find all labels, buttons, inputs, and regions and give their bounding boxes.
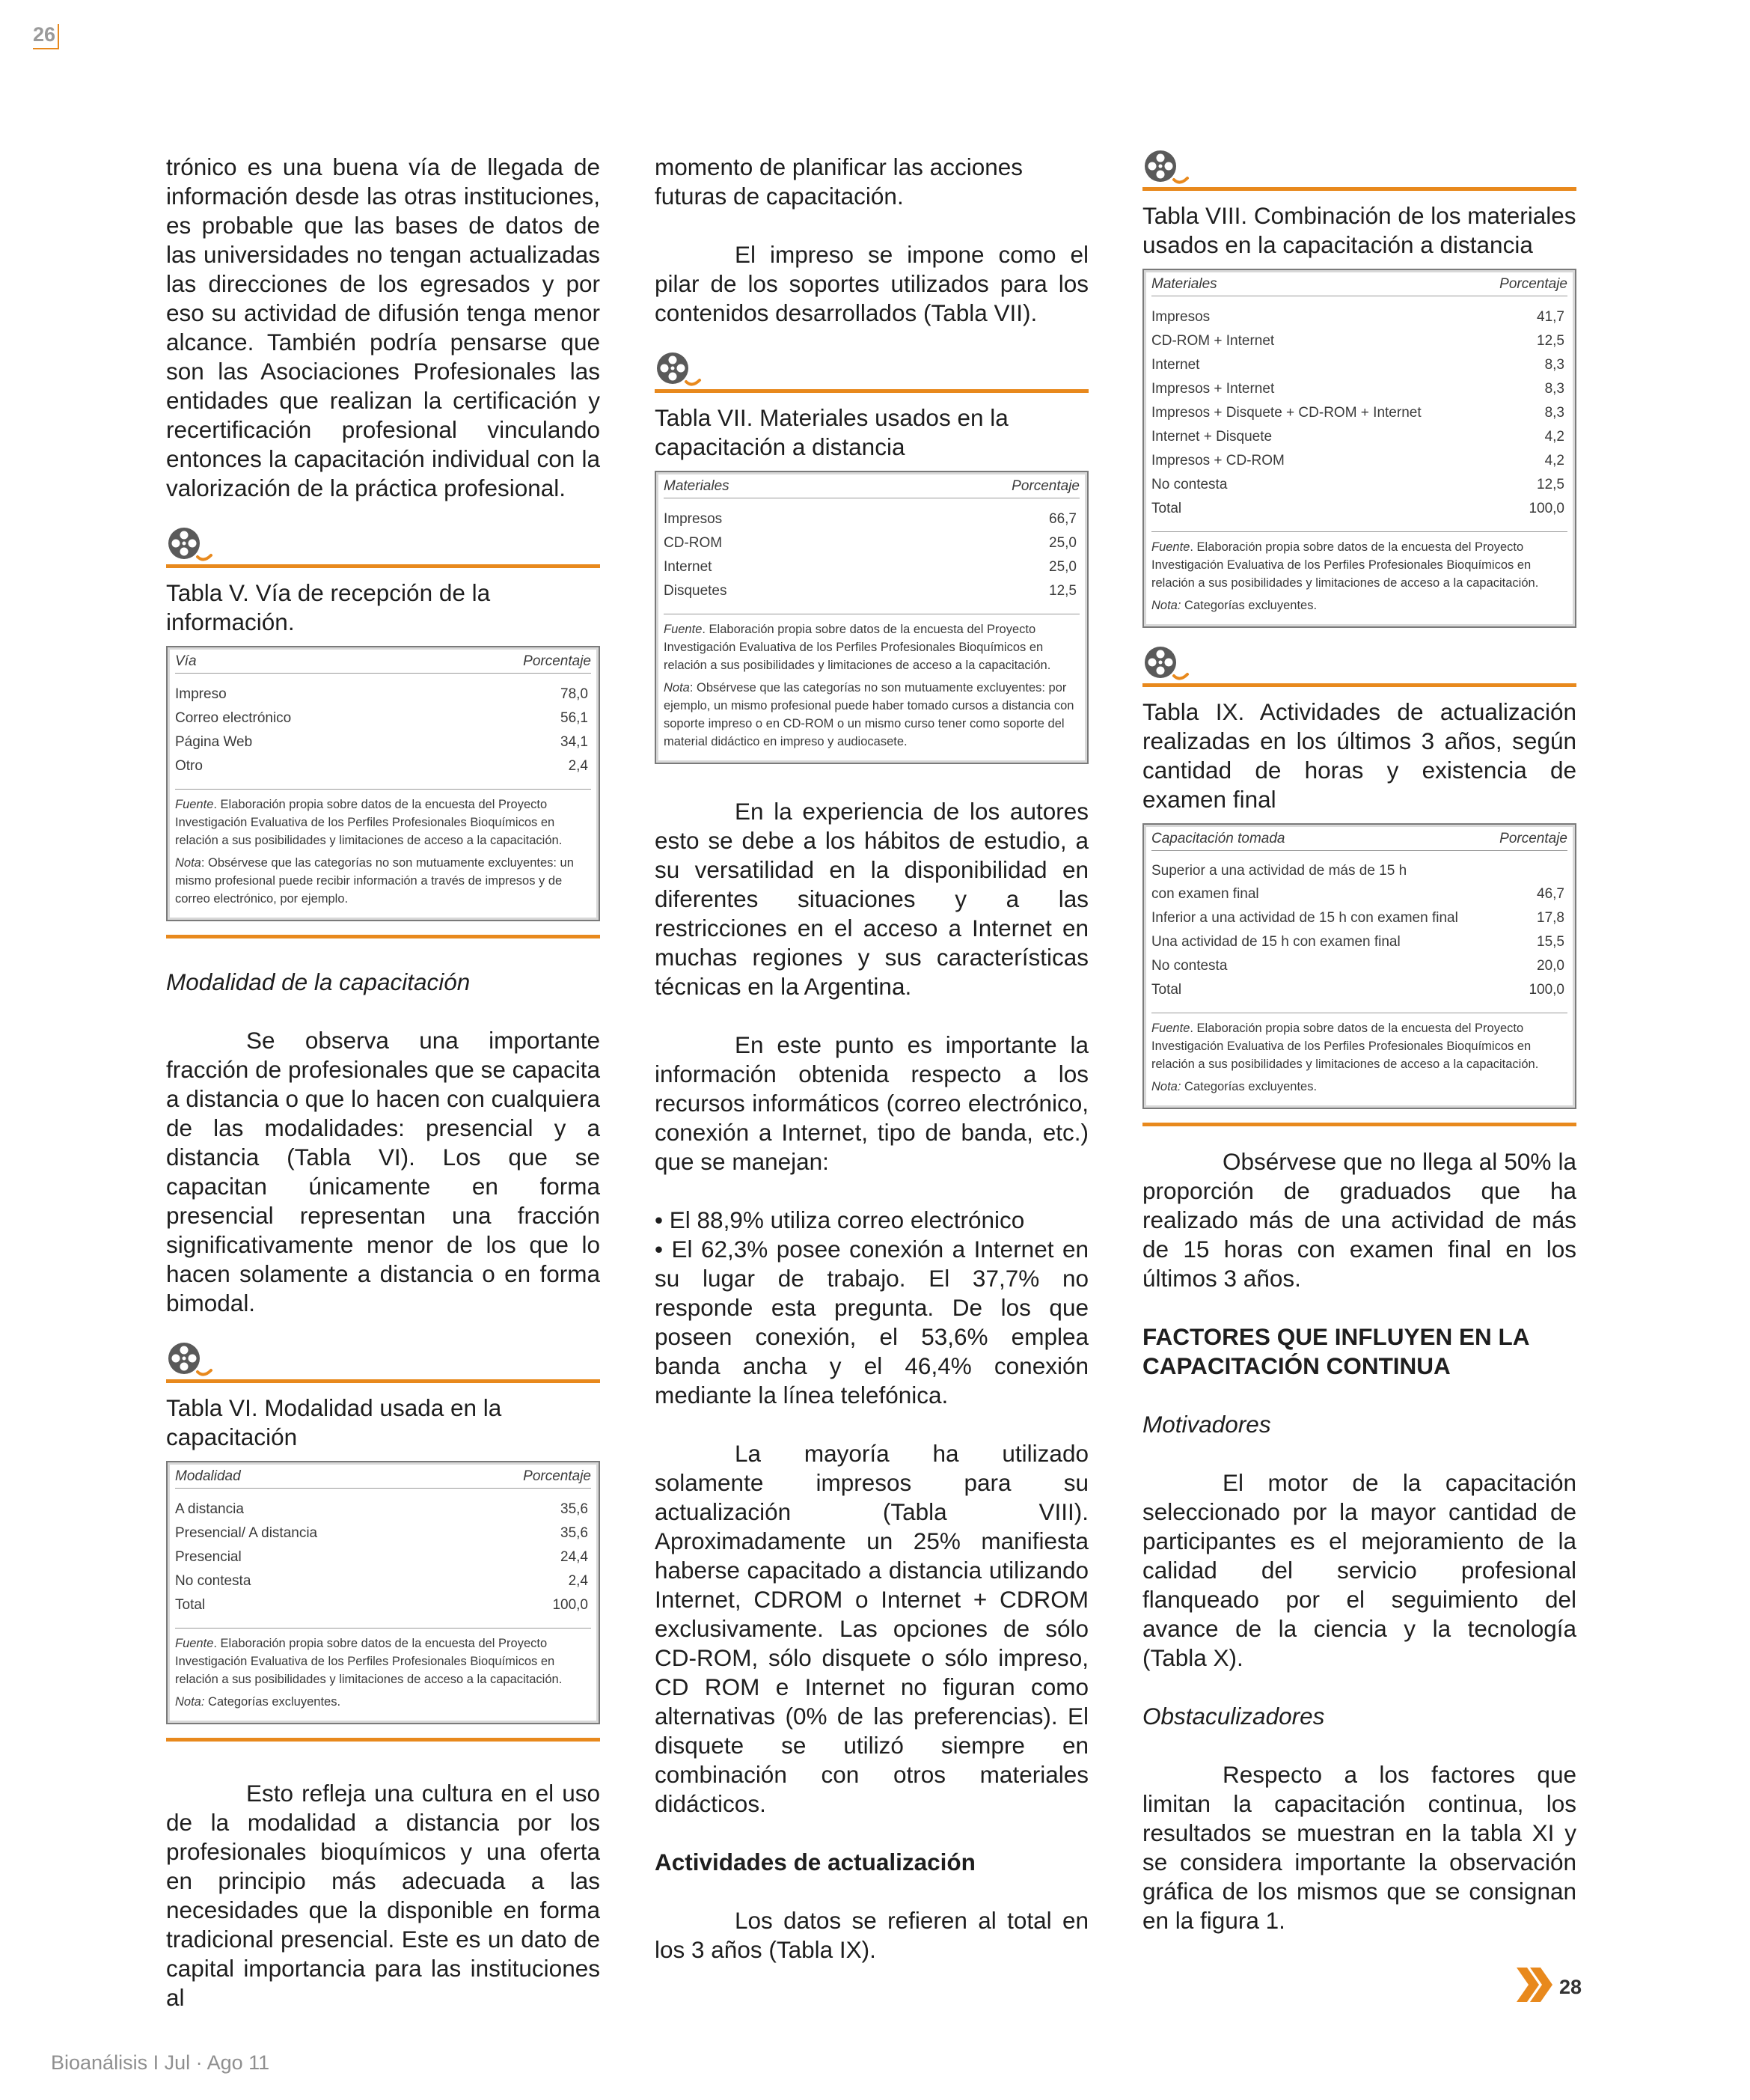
header-label: Modalidad — [175, 1468, 241, 1484]
row-label: Presencial/ A distancia — [175, 1525, 318, 1541]
table-row — [1151, 353, 1567, 377]
table-vii — [655, 471, 1089, 764]
row-label: No contesta — [1151, 958, 1228, 974]
table-row-total — [175, 1593, 591, 1617]
orange-divider — [1142, 1123, 1576, 1126]
row-label: Total — [175, 1597, 206, 1613]
table-caption: Tabla VII. Materiales usados en la capacitación a distancia — [655, 404, 1009, 460]
film-reel-icon — [655, 350, 703, 389]
row-label: Superior a una actividad de más de 15 h — [1151, 863, 1407, 879]
table-header — [664, 478, 1080, 498]
table-row — [1151, 305, 1567, 329]
paragraph: Esto refleja una cultura en el uso de la modalidad a distancia por los profesionales bioquímicos y una oferta en principio más adecuada a las necesidades que la disponible en forma tradicional presencial. Este es un dato de capital importancia para las instituciones al — [166, 1780, 600, 2011]
paragraph: En la experiencia de los autores esto se debe a los hábitos de estudio, a su versatilidad en la disponibilidad en diferentes situaciones y a las restricciones en el acceso a Internet en muchas regiones y sus características técnicas en la Argentina. — [655, 798, 1089, 1000]
row-value: 12,5 — [1049, 583, 1077, 599]
orange-divider — [166, 1379, 600, 1383]
table-ix — [1142, 823, 1576, 1109]
row-label: Inferior a una actividad de 15 h con examen final — [1151, 910, 1458, 926]
row-value: 100,0 — [1529, 501, 1564, 516]
table-header — [1151, 831, 1567, 851]
header-label: Materiales — [664, 478, 729, 494]
row-label: No contesta — [1151, 477, 1228, 492]
row-label: con examen final — [1151, 886, 1259, 902]
row-label: CD-ROM — [664, 535, 723, 551]
row-value: 46,7 — [1537, 886, 1564, 902]
paragraph: Se observa una importante fracción de profesionales que se capacita a distancia o que lo hacen con cualquiera de las modalidades: presencial y a distancia (Tabla VI). Los que se capacitan únicamente en forma presencial representan una fracción significativamente menor de los que lo hacen solamente a distancia o en forma bimodal. — [166, 1027, 600, 1316]
note: Nota: Categorías excluyentes. — [1151, 1080, 1318, 1093]
table-row — [1151, 449, 1567, 473]
next-arrow-icon — [1517, 1968, 1554, 2002]
table-row — [175, 1569, 591, 1593]
section-heading: Obstaculizadores — [1142, 1703, 1325, 1730]
row-value: 12,5 — [1537, 477, 1564, 492]
table-row — [1151, 930, 1567, 954]
film-reel-icon — [1142, 644, 1190, 683]
note: Nota: Categorías excluyentes. — [1151, 599, 1318, 612]
row-value: 56,1 — [560, 710, 588, 726]
table-viii — [1142, 269, 1576, 628]
row-value: 100,0 — [1529, 982, 1564, 998]
table-row — [1151, 882, 1567, 906]
row-value: 20,0 — [1537, 958, 1564, 974]
orange-divider — [1142, 187, 1576, 191]
header-label: Capacitación tomada — [1151, 831, 1285, 846]
table-row — [175, 1545, 591, 1569]
row-label: Disquetes — [664, 583, 727, 599]
column-3 — [1142, 127, 1576, 1935]
row-label: Una actividad de 15 h con examen final — [1151, 934, 1401, 950]
row-label: Impresos + CD-ROM — [1151, 453, 1285, 468]
row-value: 34,1 — [560, 734, 588, 750]
column-2 — [655, 153, 1089, 1965]
row-value: 8,3 — [1544, 381, 1564, 397]
row-label: Impresos + Disquete + CD-ROM + Internet — [1151, 405, 1422, 421]
row-label: Internet — [664, 559, 712, 575]
orange-divider — [655, 389, 1089, 393]
table-row — [1151, 906, 1567, 930]
row-value: 15,5 — [1537, 934, 1564, 950]
orange-divider — [166, 935, 600, 938]
row-label: Impresos — [664, 511, 723, 527]
row-label: Presencial — [175, 1549, 242, 1565]
film-reel-icon — [1142, 148, 1190, 187]
row-value: 12,5 — [1537, 333, 1564, 349]
paragraph: momento de planificar las acciones futuras de capacitación. — [655, 153, 1024, 210]
table-row — [664, 555, 1080, 579]
orange-divider — [166, 564, 600, 568]
paragraph: El motor de la capacitación seleccionado por la mayor cantidad de participantes es el mejoramiento de la calidad del servicio profesional flanqueado por el seguimiento del avance de la ciencia y la tecnología (Tabla X). — [1142, 1469, 1576, 1671]
row-label: Total — [1151, 501, 1182, 516]
table-row — [1151, 401, 1567, 425]
source-note: Fuente. Elaboración propia sobre datos de la encuesta del Proyecto Investigación Evaluativa de los Perfiles Profesionales Bioquímicos en relación a sus posibilidades y limitaciones de acceso a la capacitación. — [175, 1637, 563, 1686]
orange-divider — [166, 1738, 600, 1742]
table-caption: Tabla VI. Modalidad usada en la capacitación — [166, 1394, 502, 1450]
paragraph: Respecto a los factores que limitan la capacitación continua, los resultados se muestran en la tabla XI y se considera importante la observación gráfica de los mismos que se consignan en la figura 1. — [1142, 1761, 1576, 1934]
row-label: Total — [1151, 982, 1182, 998]
row-label: A distancia — [175, 1501, 244, 1517]
table-vi — [166, 1461, 600, 1724]
row-label: No contesta — [175, 1573, 251, 1589]
table-notes — [1151, 531, 1567, 614]
row-value: 8,3 — [1544, 357, 1564, 373]
row-value: 66,7 — [1049, 511, 1077, 527]
header-value: Porcentaje — [1499, 276, 1567, 292]
header-label: Vía — [175, 653, 197, 669]
table-row-total — [1151, 497, 1567, 521]
table-row — [175, 1521, 591, 1545]
note: Nota: Obsérvese que las categorías no son mutuamente excluyentes: por ejemplo, un mismo profesional puede haber tomado cursos a distancia con soporte impreso o en CD-ROM o un mismo curso tener como soporte del material didáctico en impreso y audiocasete. — [664, 681, 1074, 748]
header-value: Porcentaje — [523, 653, 591, 669]
table-row — [664, 507, 1080, 531]
row-value: 17,8 — [1537, 910, 1564, 926]
row-label: Impresos + Internet — [1151, 381, 1275, 397]
row-value: 35,6 — [560, 1525, 588, 1541]
paragraph: En este punto es importante la información obtenida respecto a los recursos informáticos (correo electrónico, conexión a Internet, tipo de banda, etc.) que se manejan: — [655, 1031, 1089, 1175]
row-value: 24,4 — [560, 1549, 588, 1565]
source-note: Fuente. Elaboración propia sobre datos de la encuesta del Proyecto Investigación Evaluativa de los Perfiles Profesionales Bioquímicos en relación a sus posibilidades y limitaciones de acceso a la capacitación. — [175, 798, 563, 847]
row-value: 4,2 — [1544, 453, 1564, 468]
row-value: 2,4 — [568, 1573, 588, 1589]
table-row — [664, 531, 1080, 555]
section-heading: Modalidad de la capacitación — [166, 968, 471, 995]
table-header — [175, 653, 591, 674]
paragraph: Obsérvese que no llega al 50% la proporción de graduados que ha realizado más de una actividad de más de 15 horas con examen final en los últimos 3 años. — [1142, 1148, 1576, 1292]
film-reel-icon — [166, 525, 214, 564]
header-value: Porcentaje — [1499, 831, 1567, 846]
table-row — [1151, 425, 1567, 449]
table-notes — [175, 1628, 591, 1711]
table-row — [1151, 377, 1567, 401]
note: Nota: Categorías excluyentes. — [175, 1695, 341, 1709]
table-row — [175, 730, 591, 754]
table-caption: Tabla IX. Actividades de actualización realizadas en los últimos 3 años, según cantidad de horas y existencia de examen final — [1142, 698, 1576, 813]
table-row — [1151, 473, 1567, 497]
source-note: Fuente. Elaboración propia sobre datos de la encuesta del Proyecto Investigación Evaluativa de los Perfiles Profesionales Bioquímicos en relación a sus posibilidades y limitaciones de acceso a la capacitación. — [664, 623, 1051, 672]
row-label: Impreso — [175, 686, 227, 702]
row-value: 25,0 — [1049, 535, 1077, 551]
section-heading: Motivadores — [1142, 1411, 1271, 1438]
row-label: Internet + Disquete — [1151, 429, 1273, 445]
header-value: Porcentaje — [1012, 478, 1080, 494]
header-label: Materiales — [1151, 276, 1217, 292]
table-row — [1151, 329, 1567, 353]
row-label: Página Web — [175, 734, 253, 750]
table-header — [1151, 276, 1567, 296]
row-value: 78,0 — [560, 686, 588, 702]
corner-page-number: 26 — [33, 24, 59, 49]
film-reel-icon — [166, 1340, 214, 1379]
row-value: 41,7 — [1537, 309, 1564, 325]
row-label: Correo electrónico — [175, 710, 292, 726]
row-value: 25,0 — [1049, 559, 1077, 575]
section-heading: Actividades de actualización — [655, 1849, 976, 1875]
row-label: Impresos — [1151, 309, 1211, 325]
column-1 — [166, 153, 600, 2012]
row-value: 4,2 — [1544, 429, 1564, 445]
table-notes — [175, 789, 591, 908]
footer-publication: Bioanálisis I Jul · Ago 11 — [51, 2051, 270, 2074]
orange-divider — [1142, 683, 1576, 687]
table-header — [175, 1468, 591, 1489]
header-value: Porcentaje — [523, 1468, 591, 1484]
paragraph: El impreso se impone como el pilar de los soportes utilizados para los contenidos desarrollados (Tabla VII). — [655, 241, 1089, 326]
row-label: Internet — [1151, 357, 1200, 373]
page-number: 28 — [1559, 1976, 1582, 1998]
table-notes — [1151, 1013, 1567, 1096]
table-v — [166, 646, 600, 921]
row-value: 8,3 — [1544, 405, 1564, 421]
paragraph: trónico es una buena vía de llegada de información desde las otras instituciones, es probable que las bases de datos de las universidades no tengan actualizadas las direcciones de los egresados y por eso su actividad de difusión tenga menor alcance. También podría pensarse que son las Asociaciones Profesionales las entidades que realizan la certificación y recertificación profesional vinculando entonces la capacitación individual con la valorización de la práctica profesional. — [166, 153, 600, 501]
table-row — [664, 579, 1080, 603]
table-row-total — [1151, 978, 1567, 1002]
row-value: 35,6 — [560, 1501, 588, 1517]
paragraph: La mayoría ha utilizado solamente impresos para su actualización (Tabla VIII). Aproximadamente un 25% manifiesta haberse capacitado a distancia utilizando Internet, CDROM o Internet + CDROM exclusivamente. Las opciones de sólo CD-ROM, sólo disquete o sólo impreso, CD ROM e Internet no figuran como alternativas (0% de las preferencias). El disquete se utilizó siempre en combinación con otros materiales didácticos. — [655, 1440, 1089, 1817]
table-row — [1151, 954, 1567, 978]
table-row — [1151, 860, 1567, 882]
list-item: • El 88,9% utiliza correo electrónico — [655, 1206, 1025, 1233]
source-note: Fuente. Elaboración propia sobre datos de la encuesta del Proyecto Investigación Evaluativa de los Perfiles Profesionales Bioquímicos en relación a sus posibilidades y limitaciones de acceso a la capacitación. — [1151, 540, 1539, 590]
table-notes — [664, 614, 1080, 751]
table-row — [175, 754, 591, 778]
table-caption: Tabla VIII. Combinación de los materiales usados en la capacitación a distancia — [1142, 202, 1576, 258]
row-value: 2,4 — [568, 758, 588, 774]
paragraph: Los datos se refieren al total en los 3 años (Tabla IX). — [655, 1907, 1089, 1963]
section-heading: FACTORES QUE INFLUYEN EN LA CAPACITACIÓN CONTINUA — [1142, 1323, 1529, 1379]
row-label: CD-ROM + Internet — [1151, 333, 1275, 349]
note: Nota: Obsérvese que las categorías no son mutuamente excluyentes: un mismo profesional puede recibir información a través de impresos y de correo electrónico, por ejemplo. — [175, 856, 574, 906]
table-row — [175, 1498, 591, 1521]
row-value: 100,0 — [552, 1597, 588, 1613]
list-item: • El 62,3% posee conexión a Internet en su lugar de trabajo. El 37,7% no responde esta pregunta. De los que poseen conexión, el 53,6% emplea banda ancha y el 46,4% conexión mediante la línea telefónica. — [655, 1236, 1089, 1408]
table-caption: Tabla V. Vía de recepción de la información. — [166, 579, 491, 635]
table-row — [175, 683, 591, 706]
source-note: Fuente. Elaboración propia sobre datos de la encuesta del Proyecto Investigación Evaluativa de los Perfiles Profesionales Bioquímicos en relación a sus posibilidades y limitaciones de acceso a la capacitación. — [1151, 1022, 1539, 1071]
row-label: Otro — [175, 758, 203, 774]
table-row — [175, 706, 591, 730]
